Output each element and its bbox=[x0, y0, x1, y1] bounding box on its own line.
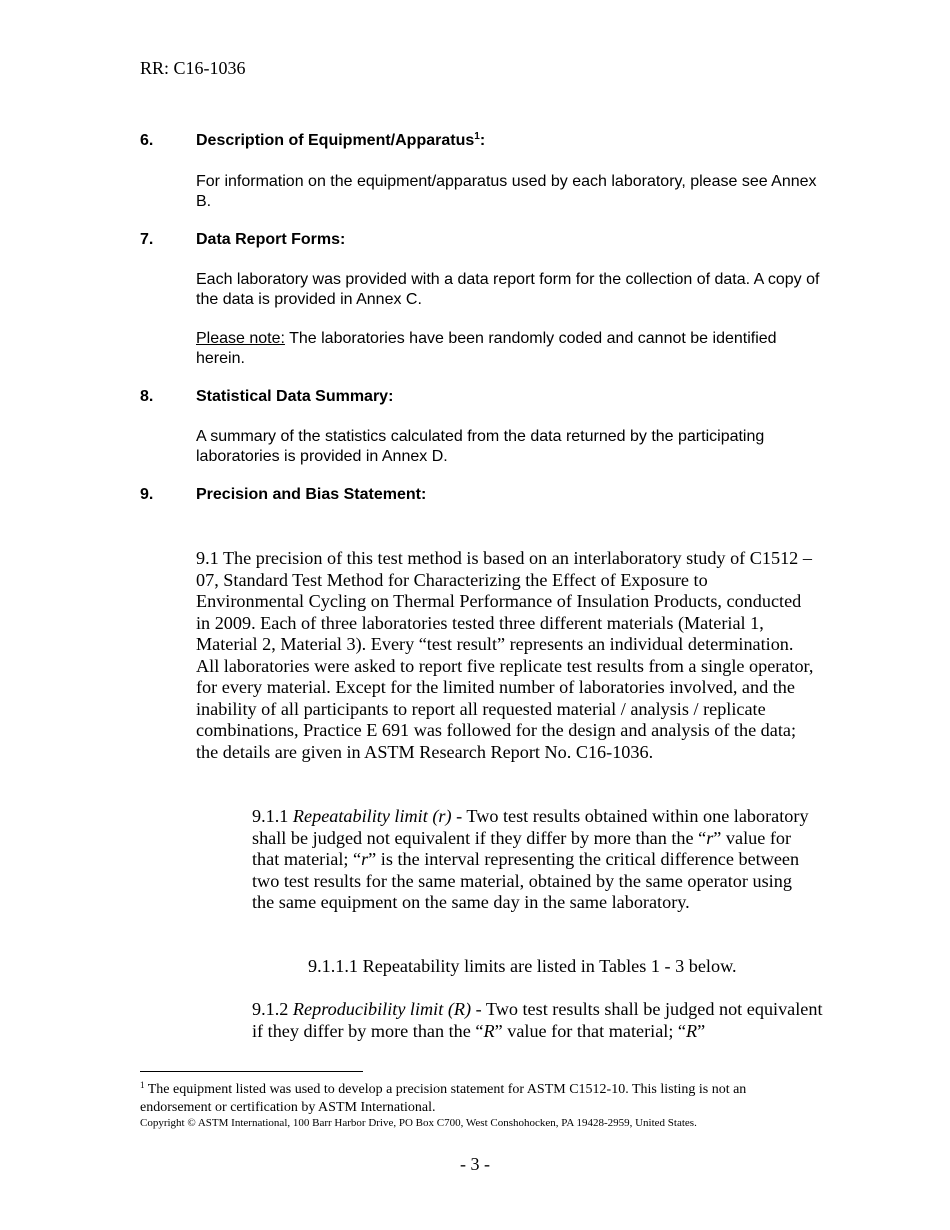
r-symbol: r bbox=[706, 827, 714, 848]
paragraph-9-1: 9.1 The precision of this test method is based on an interlaboratory study of C1512 – 07, Standard Test Method for Characterizing the Effect of Exposure to Environmental Cycling on Thermal Performance of Insulation Products, conducted in 2009. Each of three laboratories tested three different materials (Material 1, Material 2, Material 3). Every “test result” represents an individual determination. All laboratories were asked to report five replicate test results from a single operator, for every material. Except for the limited number of laboratories involved, and the inability of all participants to report all requested material / analysis / replicate combinations, Practice E 691 was followed for the design and analysis of the data; the details are given in ASTM Research Report No. C16-1036. bbox=[196, 548, 814, 762]
section-8-body: A summary of the statistics calculated from the data returned by the participating laboratories is provided in Annex D. bbox=[196, 428, 765, 465]
note-text: The laboratories have been randomly coded and cannot be identified herein. bbox=[196, 330, 777, 367]
reproducibility-term: Reproducibility limit (R) bbox=[292, 999, 472, 1019]
section-7-body: Each laboratory was provided with a data report form for the collection of data. A copy of the data is provided in Annex C. bbox=[196, 271, 820, 308]
section-6-body: For information on the equipment/apparatus used by each laboratory, please see Annex B. bbox=[196, 173, 817, 210]
p911-text-c: ” is the interval representing the critical difference between two test results for the same material, obtained by the same operator using the same equipment on the same day in the same laboratory. bbox=[252, 849, 800, 912]
p912-text-c: ” bbox=[697, 1020, 706, 1041]
copyright-line: Copyright © ASTM International, 100 Barr Harbor Drive, PO Box C700, West Conshohocken, PA 19428-2959, United States. bbox=[140, 1117, 697, 1129]
p912-text-b: ” value for that material; “ bbox=[494, 1020, 686, 1041]
section-8-title: Statistical Data Summary: bbox=[196, 388, 394, 405]
p911-text-b: ” value for that material; “ bbox=[252, 827, 792, 869]
p911-number: 9.1.1 bbox=[252, 806, 293, 826]
R-symbol: R bbox=[483, 1020, 495, 1041]
report-id-header: RR: C16-1036 bbox=[140, 58, 246, 78]
paragraph-9-1-1-1: 9.1.1.1 Repeatability limits are listed in Tables 1 - 3 below. bbox=[308, 956, 737, 976]
footnote-ref: 1 bbox=[474, 131, 480, 142]
section-7-note bbox=[196, 329, 826, 368]
section-6-title-text: Description of Equipment/Apparatus bbox=[196, 132, 475, 149]
footnote-divider bbox=[140, 1071, 363, 1072]
p911-text-a: - Two test results obtained within one laboratory shall be judged not equivalent if they differ by more than the “ bbox=[252, 806, 809, 848]
paragraph-9-1-2 bbox=[252, 999, 832, 1042]
section-7-title: Data Report Forms: bbox=[196, 231, 346, 248]
section-7-number: 7. bbox=[140, 231, 154, 248]
footnote-marker: 1 bbox=[140, 1080, 145, 1090]
section-6-number: 6. bbox=[140, 132, 154, 149]
repeatability-term: Repeatability limit (r) bbox=[292, 806, 452, 826]
note-label: Please note: bbox=[196, 330, 285, 347]
r-symbol: r bbox=[361, 849, 369, 869]
paragraph-9-1-1 bbox=[252, 806, 812, 914]
section-9-title: Precision and Bias Statement: bbox=[196, 486, 427, 503]
p912-number: 9.1.2 bbox=[252, 999, 293, 1019]
p912-text-a: - Two test results shall be judged not equivalent if they differ by more than the “ bbox=[252, 999, 823, 1041]
section-6-title-suffix: : bbox=[479, 132, 486, 149]
section-6-title bbox=[196, 132, 485, 150]
R-symbol: R bbox=[686, 1020, 698, 1041]
section-9-number: 9. bbox=[140, 486, 154, 503]
footnote-text: The equipment listed was used to develop a precision statement for ASTM C1512-10. This listing is not an endorsement or certification by ASTM International. bbox=[140, 1082, 747, 1115]
footnote bbox=[140, 1081, 810, 1117]
page-number: - 3 - bbox=[460, 1154, 490, 1174]
section-8-number: 8. bbox=[140, 388, 154, 405]
